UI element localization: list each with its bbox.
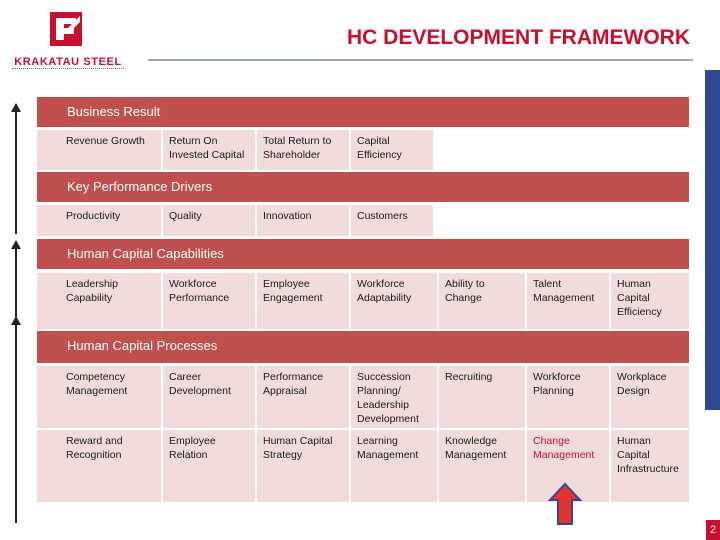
arrow-line	[15, 110, 17, 234]
key-drivers-cells	[37, 205, 435, 236]
section-title: Human Capital Processes	[67, 338, 218, 353]
cell: Workforce Planning	[527, 366, 611, 428]
business-result-cells	[37, 130, 435, 170]
side-accent-bar	[705, 70, 720, 410]
band-hc-processes	[37, 331, 689, 363]
cell: Competency Management	[37, 366, 163, 428]
cell: Succession Planning/ Leadership Development	[351, 366, 439, 428]
cell: Learning Management	[351, 430, 439, 502]
cell: Reward and Recognition	[37, 430, 163, 502]
cell: Workforce Performance	[163, 273, 257, 329]
cell: Recruiting	[439, 366, 527, 428]
cell-highlighted: Change Management	[527, 430, 611, 502]
cell: Quality	[163, 205, 257, 236]
cell: Ability to Change	[439, 273, 527, 329]
cell: Capital Efficiency	[351, 130, 435, 170]
logo-wordmark: KRAKATAU STEEL	[14, 56, 122, 68]
cell: Productivity	[37, 205, 163, 236]
hc-processes-row-1	[37, 366, 689, 428]
cell: Human Capital Strategy	[257, 430, 351, 502]
title-underline	[148, 59, 693, 61]
cell: Career Development	[163, 366, 257, 428]
band-business-result	[37, 97, 689, 127]
section-title: Human Capital Capabilities	[67, 246, 224, 261]
section-title: Business Result	[67, 104, 161, 119]
cell: Innovation	[257, 205, 351, 236]
section-title: Key Performance Drivers	[67, 179, 213, 194]
logo-tagline-rule	[12, 68, 124, 71]
cell: Employee Engagement	[257, 273, 351, 329]
ks-emblem-icon	[8, 8, 128, 54]
cell: Revenue Growth	[37, 130, 163, 170]
hc-processes-row-2	[37, 430, 689, 502]
cell: Talent Management	[527, 273, 611, 329]
krakatau-steel-logo	[8, 8, 128, 70]
cell: Knowledge Management	[439, 430, 527, 502]
cell: Performance Appraisal	[257, 366, 351, 428]
cell: Total Return to Shareholder	[257, 130, 351, 170]
cell: Workplace Design	[611, 366, 689, 428]
band-key-performance-drivers	[37, 172, 689, 202]
cell: Employee Relation	[163, 430, 257, 502]
page-title: HC DEVELOPMENT FRAMEWORK	[347, 26, 690, 49]
arrow-line	[15, 323, 17, 523]
cell: Leadership Capability	[37, 273, 163, 329]
cell: Customers	[351, 205, 435, 236]
cell: Human Capital Infrastructure	[611, 430, 689, 502]
cell: Workforce Adaptability	[351, 273, 439, 329]
page-number: 2	[706, 520, 720, 540]
cell: Return On Invested Capital	[163, 130, 257, 170]
arrow-line	[15, 247, 17, 317]
hc-capabilities-cells	[37, 273, 689, 329]
red-up-arrow-icon	[548, 482, 582, 526]
cell: Human Capital Efficiency	[611, 273, 689, 329]
band-hc-capabilities	[37, 239, 689, 269]
